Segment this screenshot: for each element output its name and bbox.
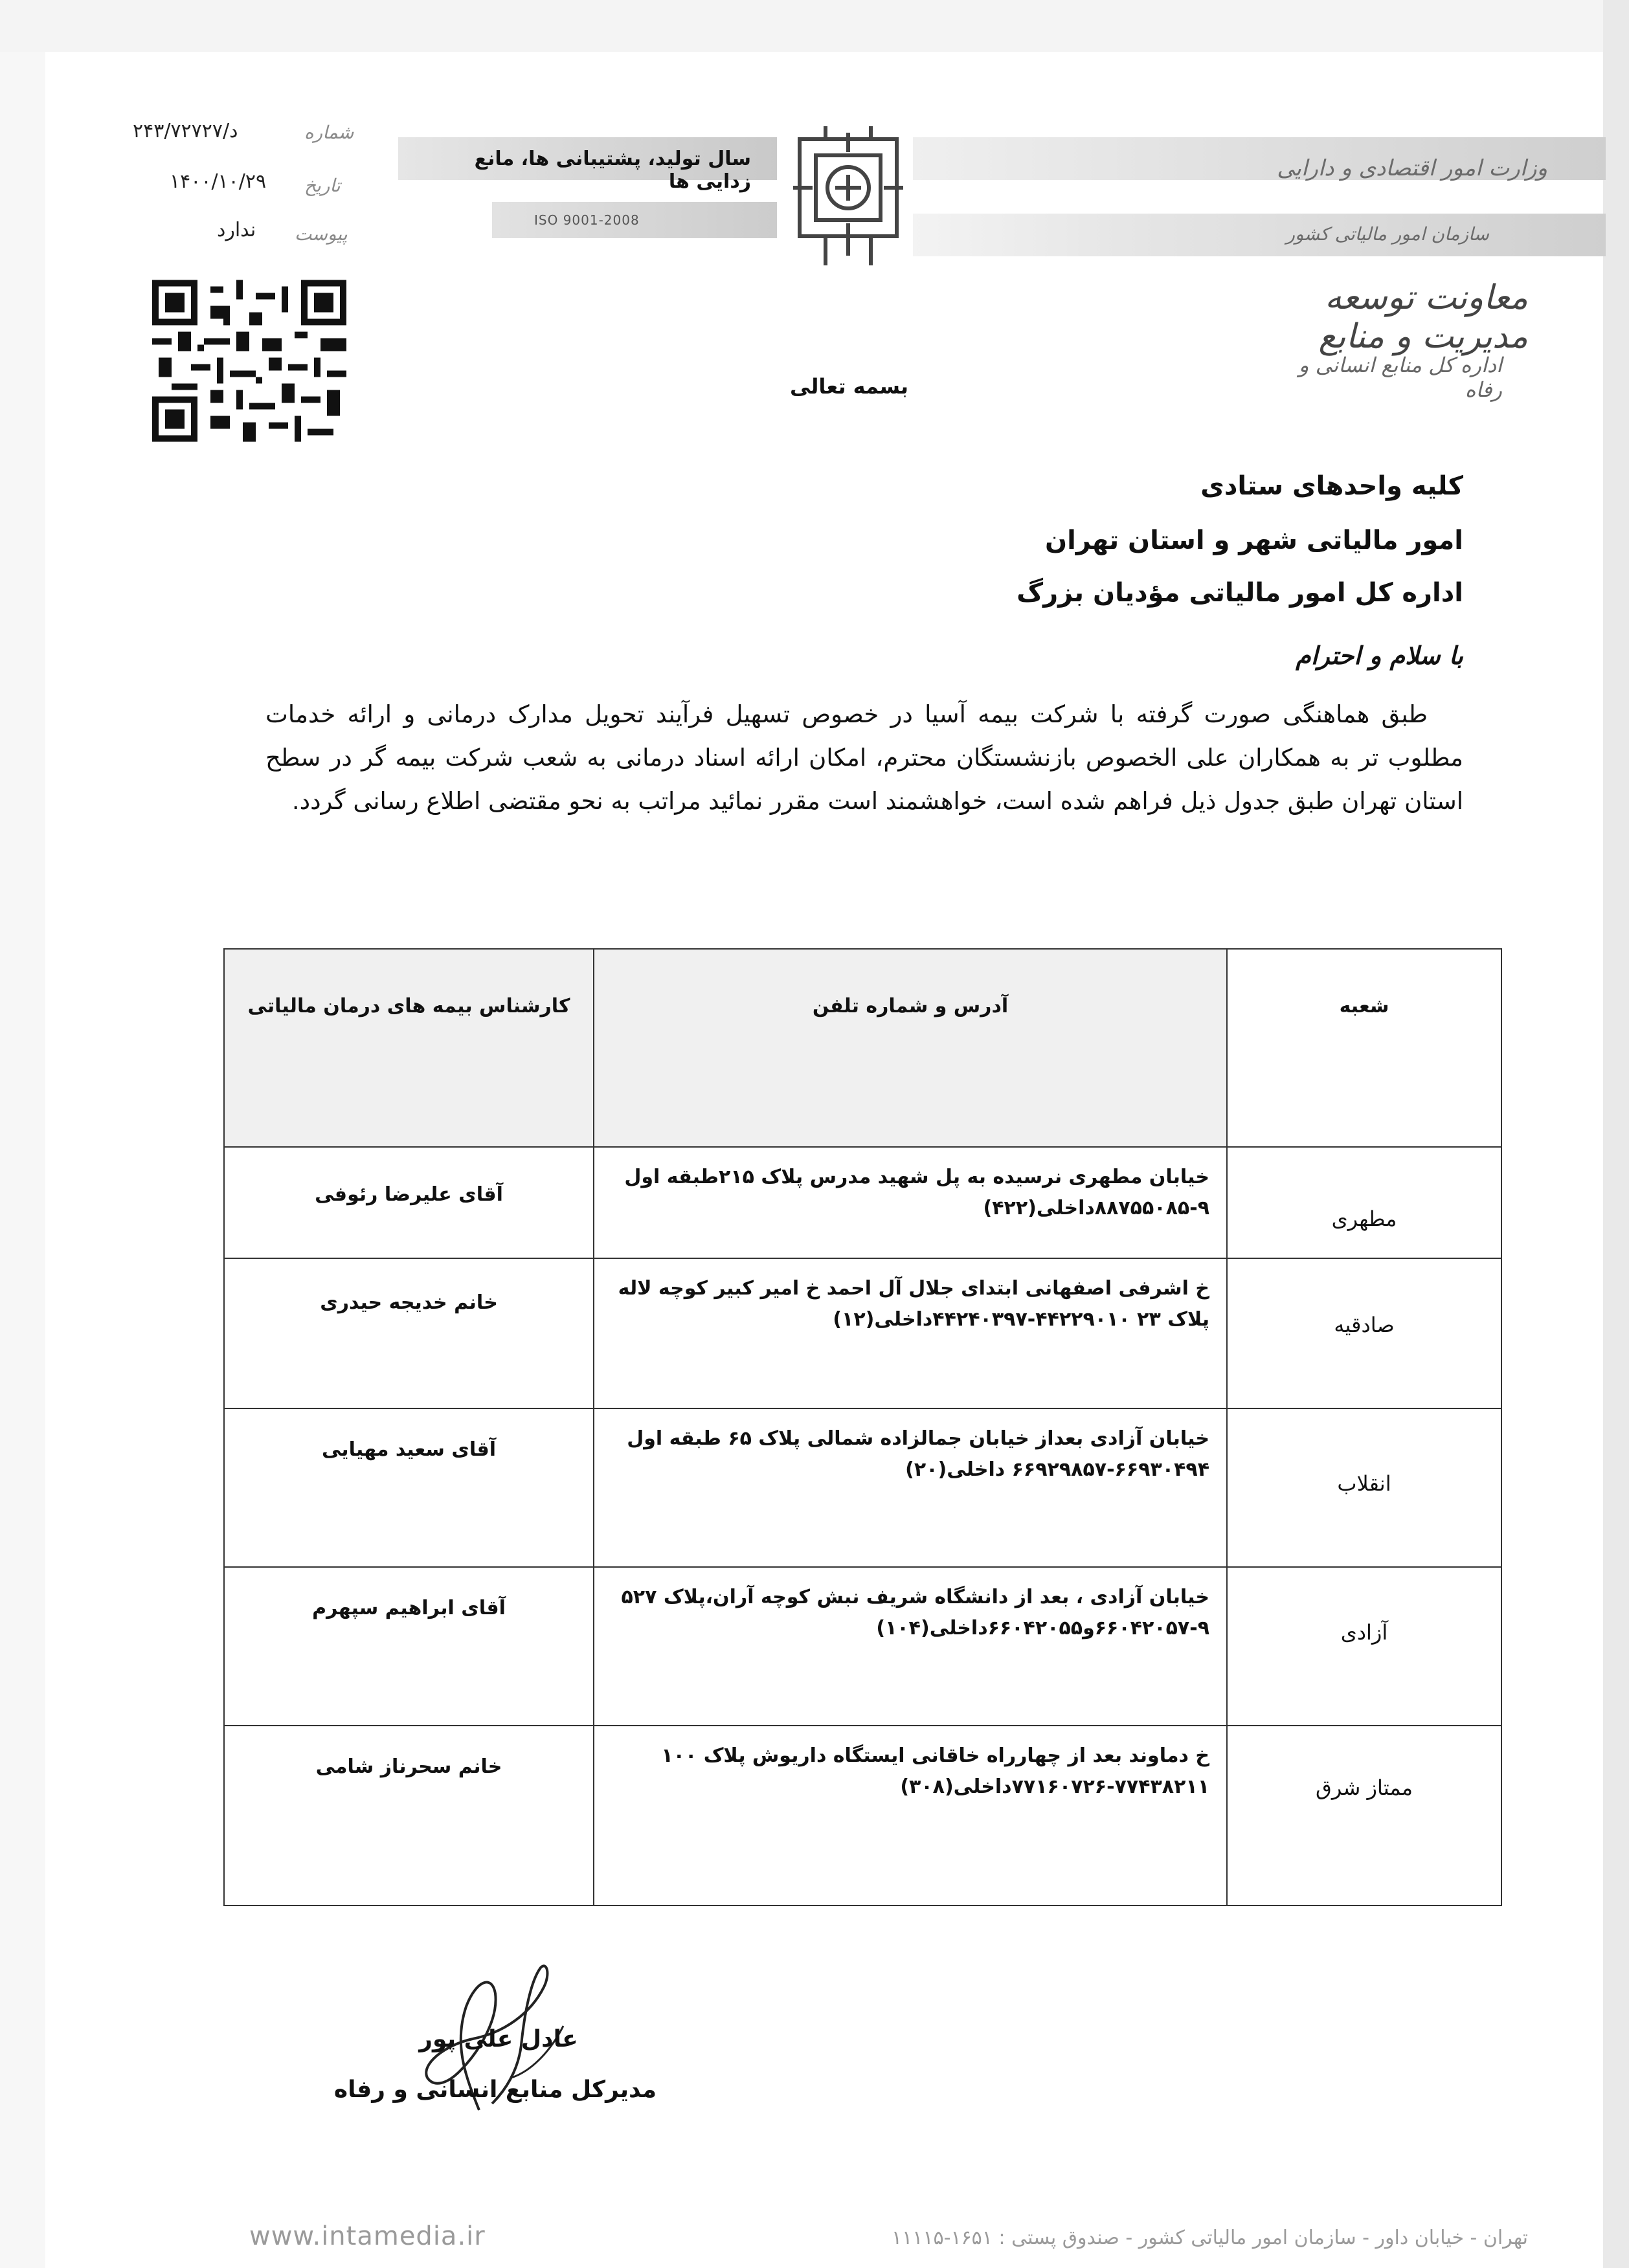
number-label: شماره [304, 122, 354, 143]
branch-expert: خانم سحرناز شامی [224, 1726, 594, 1906]
table-row [224, 1147, 1501, 1258]
header-band-right-lower [913, 214, 1606, 256]
department-title: اداره کل منابع انسانی و رفاه [1298, 353, 1502, 402]
branch-address: خیابان آزادی بعداز خیابان جمالزاده شمالی پلاک ۶۵ طبقه اول ۶۶۹۳۰۴۹۴-۶۶۹۲۹۸۵۷ داخلی(۲۰) [594, 1408, 1227, 1567]
signatory-name: عادل علی پور [419, 2026, 578, 2052]
year-slogan: سال تولید، پشتیبانی ها، مانع زدایی ها [474, 148, 751, 193]
deputy-title: معاونت توسعه مدیریت و منابع [1318, 278, 1528, 356]
bismillah: بسمه تعالی [790, 374, 909, 399]
branch-address: خیابان آزادی ، بعد از دانشگاه شریف نبش کوچه آران،پلاک ۵۲۷ ۹-۶۶۰۴۲۰۵۷و۶۶۰۴۲۰۵۵داخلی(۱۰۴) [594, 1567, 1227, 1726]
branch-expert: آقای علیرضا رئوفی [224, 1147, 594, 1258]
footer-website: www.intamedia.ir [249, 2221, 486, 2251]
footer-address: تهران - خیابان داور - سازمان امور مالیاتی کشور - صندوق پستی : ۱۶۵۱-۱۱۱۱۵ [892, 2227, 1528, 2249]
recipient-line-3: اداره کل امور مالیاتی مؤدیان بزرگ [1017, 578, 1463, 608]
letter-number: د/۲۴۳/۷۲۷۲۷ [133, 120, 238, 142]
attachment-label: پیوست [295, 223, 348, 245]
branches-table [223, 948, 1502, 1906]
tax-organization-emblem-icon [787, 126, 910, 275]
branch-name: انقلاب [1337, 1471, 1391, 1496]
table-row [224, 1726, 1501, 1906]
table-row [224, 1408, 1501, 1567]
letter-date: ۱۴۰۰/۱۰/۲۹ [170, 170, 267, 193]
attachment-value: ندارد [217, 219, 256, 241]
signatory-title: مدیرکل منابع انسانی و رفاه [333, 2076, 657, 2103]
scan-edge-top [0, 0, 1629, 52]
table-header-row [224, 949, 1501, 1147]
header-expert: کارشناس بیمه های درمان مالیاتی [224, 949, 594, 1147]
organization-name: سازمان امور مالیاتی کشور [1286, 223, 1489, 245]
qr-code-icon [152, 278, 346, 443]
recipient-line-1: کلیه واحدهای ستادی [1200, 471, 1463, 501]
ministry-name: وزارت امور اقتصادی و دارایی [1277, 155, 1547, 181]
branch-address: خیابان مطهری نرسیده به پل شهید مدرس پلاک ۲۱۵طبقه اول ۹-۸۸۷۵۵۰۸۵داخلی(۴۲۲) [594, 1147, 1227, 1258]
branch-name: ممتاز شرق [1316, 1775, 1413, 1800]
iso-label: ISO 9001-2008 [534, 212, 640, 228]
table-row [224, 1567, 1501, 1726]
branch-name: آزادی [1340, 1620, 1388, 1645]
greeting: با سلام و احترام [1296, 641, 1463, 670]
header-branch: شعبه [1227, 949, 1501, 1147]
branch-address: خ دماوند بعد از چهارراه خاقانی ایستگاه داریوش پلاک ۱۰۰ ۷۷۴۳۸۲۱۱-۷۷۱۶۰۷۲۶داخلی(۳۰۸) [594, 1726, 1227, 1906]
scan-edge-left [0, 0, 45, 2268]
branch-expert: آقای ابراهیم سپهرم [224, 1567, 594, 1726]
letter-body: طبق هماهنگی صورت گرفته با شرکت بیمه آسیا در خصوص تسهیل فرآیند تحویل مدارک درمانی و ارائه خدمات مطلوب تر به همکاران علی الخصوص بازنشستگان محترم، امکان ارائه اسناد درمانی به شعب شرکت بیمه گر در سطح استان تهران طبق جدول ذیل فراهم شده است، خواهشمند است مقرر نمائید مراتب به نحو مقتضی اطلاع رسانی گردد. [265, 700, 1463, 815]
branch-name: صادقیه [1334, 1313, 1395, 1337]
branch-name: مطهری [1331, 1206, 1397, 1231]
table-row [224, 1258, 1501, 1408]
scan-edge-right [1603, 0, 1629, 2268]
recipient-line-2: امور مالیاتی شهر و استان تهران [1044, 526, 1463, 555]
branch-expert: آقای سعید مهیایی [224, 1408, 594, 1567]
branch-expert: خانم خدیجه حیدری [224, 1258, 594, 1408]
date-label: تاریخ [304, 175, 341, 196]
header-address: آدرس و شماره تلفن [594, 949, 1227, 1147]
branch-address: خ اشرفی اصفهانی ابتدای جلال آل احمد خ امیر کبیر کوچه لاله پلاک ۲۳ ۴۴۲۲۹۰۱۰-۴۴۲۴۰۳۹۷داخلی(۱۲) [594, 1258, 1227, 1408]
